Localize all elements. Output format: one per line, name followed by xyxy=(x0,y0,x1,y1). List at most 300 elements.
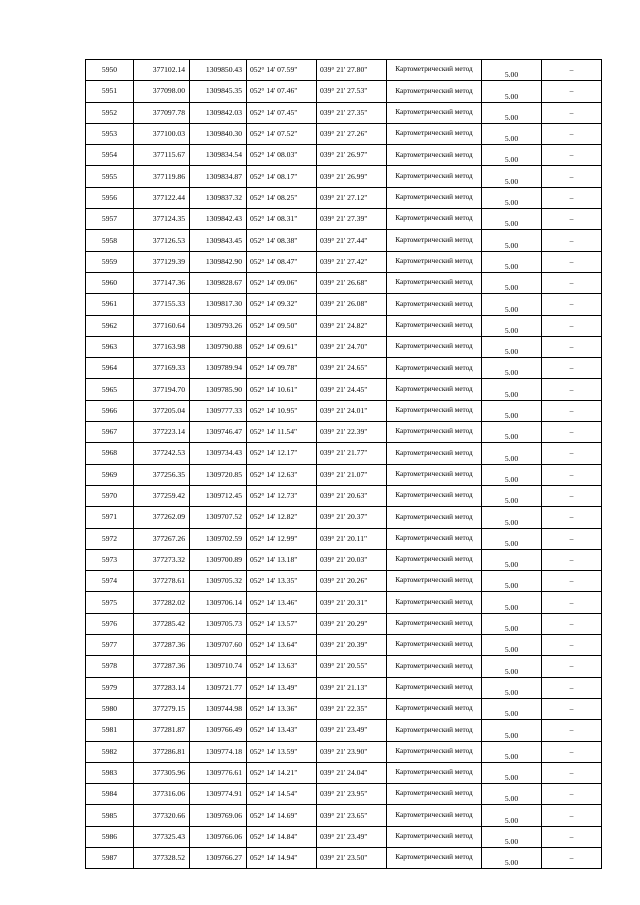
note-cell: – xyxy=(542,549,602,570)
y-coordinate-cell: 1309845.35 xyxy=(190,81,247,102)
method-cell: Картометрический метод xyxy=(387,379,482,400)
table-row xyxy=(86,272,602,293)
point-number-cell: 5965 xyxy=(86,379,134,400)
method-cell: Картометрический метод xyxy=(387,60,482,81)
latitude-cell: 052° 14' 11.54" xyxy=(247,422,317,443)
latitude-cell: 052° 14' 13.59" xyxy=(247,741,317,762)
note-cell: – xyxy=(542,784,602,805)
note-cell: – xyxy=(542,677,602,698)
note-cell: – xyxy=(542,166,602,187)
longitude-cell: 039° 21' 20.63" xyxy=(317,485,387,506)
longitude-cell: 039° 21' 20.37" xyxy=(317,507,387,528)
method-cell: Картометрический метод xyxy=(387,592,482,613)
longitude-cell: 039° 21' 22.35" xyxy=(317,698,387,719)
x-coordinate-cell: 377147.36 xyxy=(134,272,190,293)
longitude-cell: 039° 21' 23.90" xyxy=(317,741,387,762)
x-coordinate-cell: 377267.26 xyxy=(134,528,190,549)
accuracy-cell: 5.00 xyxy=(482,826,542,847)
method-cell: Картометрический метод xyxy=(387,336,482,357)
x-coordinate-cell: 377155.33 xyxy=(134,294,190,315)
longitude-cell: 039° 21' 24.65" xyxy=(317,358,387,379)
point-number-cell: 5977 xyxy=(86,635,134,656)
latitude-cell: 052° 14' 09.78" xyxy=(247,358,317,379)
point-number-cell: 5982 xyxy=(86,741,134,762)
x-coordinate-cell: 377126.53 xyxy=(134,230,190,251)
point-number-cell: 5956 xyxy=(86,187,134,208)
accuracy-cell: 5.00 xyxy=(482,166,542,187)
table-row xyxy=(86,400,602,421)
note-cell: – xyxy=(542,315,602,336)
accuracy-cell: 5.00 xyxy=(482,230,542,251)
point-number-cell: 5984 xyxy=(86,784,134,805)
y-coordinate-cell: 1309817.30 xyxy=(190,294,247,315)
accuracy-cell: 5.00 xyxy=(482,60,542,81)
point-number-cell: 5967 xyxy=(86,422,134,443)
point-number-cell: 5957 xyxy=(86,209,134,230)
accuracy-cell: 5.00 xyxy=(482,251,542,272)
latitude-cell: 052° 14' 07.59" xyxy=(247,60,317,81)
y-coordinate-cell: 1309705.73 xyxy=(190,613,247,634)
accuracy-cell: 5.00 xyxy=(482,315,542,336)
y-coordinate-cell: 1309785.90 xyxy=(190,379,247,400)
method-cell: Картометрический метод xyxy=(387,549,482,570)
longitude-cell: 039° 21' 26.68" xyxy=(317,272,387,293)
x-coordinate-cell: 377285.42 xyxy=(134,613,190,634)
latitude-cell: 052° 14' 08.17" xyxy=(247,166,317,187)
longitude-cell: 039° 21' 27.35" xyxy=(317,102,387,123)
point-number-cell: 5963 xyxy=(86,336,134,357)
y-coordinate-cell: 1309702.59 xyxy=(190,528,247,549)
latitude-cell: 052° 14' 12.99" xyxy=(247,528,317,549)
table-row xyxy=(86,592,602,613)
table-row xyxy=(86,762,602,783)
note-cell: – xyxy=(542,272,602,293)
point-number-cell: 5962 xyxy=(86,315,134,336)
note-cell: – xyxy=(542,251,602,272)
note-cell: – xyxy=(542,698,602,719)
longitude-cell: 039° 21' 27.39" xyxy=(317,209,387,230)
longitude-cell: 039° 21' 23.95" xyxy=(317,784,387,805)
longitude-cell: 039° 21' 24.04" xyxy=(317,762,387,783)
note-cell: – xyxy=(542,358,602,379)
table-row xyxy=(86,656,602,677)
x-coordinate-cell: 377273.32 xyxy=(134,549,190,570)
y-coordinate-cell: 1309769.06 xyxy=(190,805,247,826)
method-cell: Картометрический метод xyxy=(387,443,482,464)
y-coordinate-cell: 1309789.94 xyxy=(190,358,247,379)
coordinates-table xyxy=(85,59,602,869)
accuracy-cell: 5.00 xyxy=(482,187,542,208)
accuracy-cell: 5.00 xyxy=(482,613,542,634)
table-row xyxy=(86,81,602,102)
method-cell: Картометрический метод xyxy=(387,81,482,102)
accuracy-cell: 5.00 xyxy=(482,720,542,741)
y-coordinate-cell: 1309842.90 xyxy=(190,251,247,272)
latitude-cell: 052° 14' 13.63" xyxy=(247,656,317,677)
method-cell: Картометрический метод xyxy=(387,847,482,868)
note-cell: – xyxy=(542,592,602,613)
method-cell: Картометрический метод xyxy=(387,187,482,208)
method-cell: Картометрический метод xyxy=(387,698,482,719)
y-coordinate-cell: 1309707.60 xyxy=(190,635,247,656)
point-number-cell: 5955 xyxy=(86,166,134,187)
latitude-cell: 052° 14' 10.61" xyxy=(247,379,317,400)
y-coordinate-cell: 1309734.43 xyxy=(190,443,247,464)
table-row xyxy=(86,571,602,592)
table-row xyxy=(86,464,602,485)
accuracy-cell: 5.00 xyxy=(482,358,542,379)
table-row xyxy=(86,60,602,81)
method-cell: Картометрический метод xyxy=(387,145,482,166)
x-coordinate-cell: 377160.64 xyxy=(134,315,190,336)
longitude-cell: 039° 21' 20.11" xyxy=(317,528,387,549)
accuracy-cell: 5.00 xyxy=(482,485,542,506)
point-number-cell: 5961 xyxy=(86,294,134,315)
longitude-cell: 039° 21' 26.99" xyxy=(317,166,387,187)
method-cell: Картометрический метод xyxy=(387,656,482,677)
point-number-cell: 5979 xyxy=(86,677,134,698)
method-cell: Картометрический метод xyxy=(387,784,482,805)
method-cell: Картометрический метод xyxy=(387,422,482,443)
table-row xyxy=(86,251,602,272)
latitude-cell: 052° 14' 07.46" xyxy=(247,81,317,102)
longitude-cell: 039° 21' 20.29" xyxy=(317,613,387,634)
x-coordinate-cell: 377124.35 xyxy=(134,209,190,230)
note-cell: – xyxy=(542,741,602,762)
accuracy-cell: 5.00 xyxy=(482,443,542,464)
method-cell: Картометрический метод xyxy=(387,400,482,421)
longitude-cell: 039° 21' 21.13" xyxy=(317,677,387,698)
y-coordinate-cell: 1309843.45 xyxy=(190,230,247,251)
point-number-cell: 5985 xyxy=(86,805,134,826)
latitude-cell: 052° 14' 13.64" xyxy=(247,635,317,656)
longitude-cell: 039° 21' 26.08" xyxy=(317,294,387,315)
accuracy-cell: 5.00 xyxy=(482,400,542,421)
point-number-cell: 5987 xyxy=(86,847,134,868)
x-coordinate-cell: 377223.14 xyxy=(134,422,190,443)
table-row xyxy=(86,379,602,400)
note-cell: – xyxy=(542,805,602,826)
y-coordinate-cell: 1309705.32 xyxy=(190,571,247,592)
note-cell: – xyxy=(542,145,602,166)
longitude-cell: 039° 21' 24.82" xyxy=(317,315,387,336)
longitude-cell: 039° 21' 22.39" xyxy=(317,422,387,443)
point-number-cell: 5968 xyxy=(86,443,134,464)
y-coordinate-cell: 1309706.14 xyxy=(190,592,247,613)
note-cell: – xyxy=(542,123,602,144)
longitude-cell: 039° 21' 20.26" xyxy=(317,571,387,592)
table-row xyxy=(86,805,602,826)
accuracy-cell: 5.00 xyxy=(482,847,542,868)
point-number-cell: 5978 xyxy=(86,656,134,677)
method-cell: Картометрический метод xyxy=(387,272,482,293)
table-row xyxy=(86,485,602,506)
point-number-cell: 5973 xyxy=(86,549,134,570)
longitude-cell: 039° 21' 24.70" xyxy=(317,336,387,357)
x-coordinate-cell: 377286.81 xyxy=(134,741,190,762)
latitude-cell: 052° 14' 13.57" xyxy=(247,613,317,634)
accuracy-cell: 5.00 xyxy=(482,507,542,528)
point-number-cell: 5971 xyxy=(86,507,134,528)
table-row xyxy=(86,336,602,357)
y-coordinate-cell: 1309766.06 xyxy=(190,826,247,847)
longitude-cell: 039° 21' 20.03" xyxy=(317,549,387,570)
table-row xyxy=(86,677,602,698)
point-number-cell: 5972 xyxy=(86,528,134,549)
y-coordinate-cell: 1309834.87 xyxy=(190,166,247,187)
y-coordinate-cell: 1309766.49 xyxy=(190,720,247,741)
x-coordinate-cell: 377325.43 xyxy=(134,826,190,847)
note-cell: – xyxy=(542,847,602,868)
latitude-cell: 052° 14' 13.49" xyxy=(247,677,317,698)
x-coordinate-cell: 377129.39 xyxy=(134,251,190,272)
longitude-cell: 039° 21' 23.65" xyxy=(317,805,387,826)
latitude-cell: 052° 14' 09.06" xyxy=(247,272,317,293)
table-row xyxy=(86,187,602,208)
y-coordinate-cell: 1309790.88 xyxy=(190,336,247,357)
y-coordinate-cell: 1309776.61 xyxy=(190,762,247,783)
table-row xyxy=(86,230,602,251)
x-coordinate-cell: 377163.98 xyxy=(134,336,190,357)
method-cell: Картометрический метод xyxy=(387,677,482,698)
method-cell: Картометрический метод xyxy=(387,635,482,656)
accuracy-cell: 5.00 xyxy=(482,571,542,592)
point-number-cell: 5974 xyxy=(86,571,134,592)
method-cell: Картометрический метод xyxy=(387,805,482,826)
longitude-cell: 039° 21' 20.55" xyxy=(317,656,387,677)
latitude-cell: 052° 14' 09.61" xyxy=(247,336,317,357)
x-coordinate-cell: 377283.14 xyxy=(134,677,190,698)
accuracy-cell: 5.00 xyxy=(482,528,542,549)
point-number-cell: 5966 xyxy=(86,400,134,421)
method-cell: Картометрический метод xyxy=(387,720,482,741)
y-coordinate-cell: 1309766.27 xyxy=(190,847,247,868)
note-cell: – xyxy=(542,507,602,528)
table-row xyxy=(86,613,602,634)
note-cell: – xyxy=(542,336,602,357)
latitude-cell: 052° 14' 09.32" xyxy=(247,294,317,315)
accuracy-cell: 5.00 xyxy=(482,336,542,357)
latitude-cell: 052° 14' 12.73" xyxy=(247,485,317,506)
x-coordinate-cell: 377279.15 xyxy=(134,698,190,719)
table-row xyxy=(86,847,602,868)
latitude-cell: 052° 14' 08.03" xyxy=(247,145,317,166)
y-coordinate-cell: 1309850.43 xyxy=(190,60,247,81)
x-coordinate-cell: 377102.14 xyxy=(134,60,190,81)
method-cell: Картометрический метод xyxy=(387,571,482,592)
note-cell: – xyxy=(542,379,602,400)
note-cell: – xyxy=(542,571,602,592)
x-coordinate-cell: 377262.09 xyxy=(134,507,190,528)
x-coordinate-cell: 377287.36 xyxy=(134,635,190,656)
longitude-cell: 039° 21' 23.49" xyxy=(317,720,387,741)
x-coordinate-cell: 377256.35 xyxy=(134,464,190,485)
accuracy-cell: 5.00 xyxy=(482,741,542,762)
latitude-cell: 052° 14' 12.82" xyxy=(247,507,317,528)
latitude-cell: 052° 14' 10.95" xyxy=(247,400,317,421)
latitude-cell: 052° 14' 14.94" xyxy=(247,847,317,868)
x-coordinate-cell: 377316.06 xyxy=(134,784,190,805)
accuracy-cell: 5.00 xyxy=(482,379,542,400)
table-row xyxy=(86,635,602,656)
method-cell: Картометрический метод xyxy=(387,209,482,230)
method-cell: Картометрический метод xyxy=(387,507,482,528)
note-cell: – xyxy=(542,443,602,464)
x-coordinate-cell: 377320.66 xyxy=(134,805,190,826)
table-row xyxy=(86,209,602,230)
x-coordinate-cell: 377098.00 xyxy=(134,81,190,102)
point-number-cell: 5954 xyxy=(86,145,134,166)
y-coordinate-cell: 1309774.18 xyxy=(190,741,247,762)
latitude-cell: 052° 14' 13.46" xyxy=(247,592,317,613)
accuracy-cell: 5.00 xyxy=(482,784,542,805)
note-cell: – xyxy=(542,102,602,123)
table-row xyxy=(86,123,602,144)
y-coordinate-cell: 1309707.52 xyxy=(190,507,247,528)
note-cell: – xyxy=(542,720,602,741)
x-coordinate-cell: 377119.86 xyxy=(134,166,190,187)
latitude-cell: 052° 14' 13.43" xyxy=(247,720,317,741)
table-row xyxy=(86,549,602,570)
point-number-cell: 5975 xyxy=(86,592,134,613)
y-coordinate-cell: 1309777.33 xyxy=(190,400,247,421)
point-number-cell: 5986 xyxy=(86,826,134,847)
table-row xyxy=(86,102,602,123)
longitude-cell: 039° 21' 27.42" xyxy=(317,251,387,272)
point-number-cell: 5980 xyxy=(86,698,134,719)
longitude-cell: 039° 21' 27.44" xyxy=(317,230,387,251)
note-cell: – xyxy=(542,464,602,485)
longitude-cell: 039° 21' 27.26" xyxy=(317,123,387,144)
longitude-cell: 039° 21' 20.31" xyxy=(317,592,387,613)
table-row xyxy=(86,741,602,762)
y-coordinate-cell: 1309842.03 xyxy=(190,102,247,123)
point-number-cell: 5964 xyxy=(86,358,134,379)
point-number-cell: 5969 xyxy=(86,464,134,485)
table-row xyxy=(86,443,602,464)
accuracy-cell: 5.00 xyxy=(482,805,542,826)
latitude-cell: 052° 14' 09.50" xyxy=(247,315,317,336)
point-number-cell: 5951 xyxy=(86,81,134,102)
point-number-cell: 5981 xyxy=(86,720,134,741)
method-cell: Картометрический метод xyxy=(387,485,482,506)
point-number-cell: 5952 xyxy=(86,102,134,123)
longitude-cell: 039° 21' 21.07" xyxy=(317,464,387,485)
accuracy-cell: 5.00 xyxy=(482,677,542,698)
x-coordinate-cell: 377122.44 xyxy=(134,187,190,208)
latitude-cell: 052° 14' 07.45" xyxy=(247,102,317,123)
longitude-cell: 039° 21' 20.39" xyxy=(317,635,387,656)
accuracy-cell: 5.00 xyxy=(482,294,542,315)
y-coordinate-cell: 1309720.85 xyxy=(190,464,247,485)
longitude-cell: 039° 21' 24.45" xyxy=(317,379,387,400)
latitude-cell: 052° 14' 14.69" xyxy=(247,805,317,826)
longitude-cell: 039° 21' 27.12" xyxy=(317,187,387,208)
note-cell: – xyxy=(542,422,602,443)
y-coordinate-cell: 1309746.47 xyxy=(190,422,247,443)
table-row xyxy=(86,698,602,719)
table-row xyxy=(86,145,602,166)
latitude-cell: 052° 14' 08.25" xyxy=(247,187,317,208)
table-body xyxy=(86,60,602,869)
point-number-cell: 5950 xyxy=(86,60,134,81)
y-coordinate-cell: 1309700.89 xyxy=(190,549,247,570)
y-coordinate-cell: 1309840.30 xyxy=(190,123,247,144)
y-coordinate-cell: 1309828.67 xyxy=(190,272,247,293)
accuracy-cell: 5.00 xyxy=(482,549,542,570)
method-cell: Картометрический метод xyxy=(387,762,482,783)
table-row xyxy=(86,422,602,443)
x-coordinate-cell: 377205.04 xyxy=(134,400,190,421)
table-row xyxy=(86,315,602,336)
accuracy-cell: 5.00 xyxy=(482,209,542,230)
method-cell: Картометрический метод xyxy=(387,464,482,485)
latitude-cell: 052° 14' 08.38" xyxy=(247,230,317,251)
x-coordinate-cell: 377097.78 xyxy=(134,102,190,123)
table-row xyxy=(86,294,602,315)
table-row xyxy=(86,166,602,187)
note-cell: – xyxy=(542,656,602,677)
y-coordinate-cell: 1309774.91 xyxy=(190,784,247,805)
latitude-cell: 052° 14' 14.21" xyxy=(247,762,317,783)
point-number-cell: 5953 xyxy=(86,123,134,144)
point-number-cell: 5960 xyxy=(86,272,134,293)
document-page xyxy=(85,59,601,869)
latitude-cell: 052° 14' 12.17" xyxy=(247,443,317,464)
x-coordinate-cell: 377281.87 xyxy=(134,720,190,741)
method-cell: Картометрический метод xyxy=(387,741,482,762)
method-cell: Картометрический метод xyxy=(387,102,482,123)
x-coordinate-cell: 377115.67 xyxy=(134,145,190,166)
table-row xyxy=(86,507,602,528)
table-row xyxy=(86,720,602,741)
table-row xyxy=(86,358,602,379)
method-cell: Картометрический метод xyxy=(387,315,482,336)
longitude-cell: 039° 21' 24.01" xyxy=(317,400,387,421)
y-coordinate-cell: 1309721.77 xyxy=(190,677,247,698)
latitude-cell: 052° 14' 08.31" xyxy=(247,209,317,230)
latitude-cell: 052° 14' 14.54" xyxy=(247,784,317,805)
accuracy-cell: 5.00 xyxy=(482,422,542,443)
note-cell: – xyxy=(542,826,602,847)
table-row xyxy=(86,528,602,549)
x-coordinate-cell: 377259.42 xyxy=(134,485,190,506)
accuracy-cell: 5.00 xyxy=(482,592,542,613)
y-coordinate-cell: 1309710.74 xyxy=(190,656,247,677)
longitude-cell: 039° 21' 26.97" xyxy=(317,145,387,166)
x-coordinate-cell: 377169.33 xyxy=(134,358,190,379)
method-cell: Картометрический метод xyxy=(387,826,482,847)
latitude-cell: 052° 14' 07.52" xyxy=(247,123,317,144)
x-coordinate-cell: 377194.70 xyxy=(134,379,190,400)
note-cell: – xyxy=(542,209,602,230)
method-cell: Картометрический метод xyxy=(387,230,482,251)
latitude-cell: 052° 14' 13.18" xyxy=(247,549,317,570)
x-coordinate-cell: 377305.96 xyxy=(134,762,190,783)
note-cell: – xyxy=(542,294,602,315)
point-number-cell: 5959 xyxy=(86,251,134,272)
note-cell: – xyxy=(542,60,602,81)
point-number-cell: 5970 xyxy=(86,485,134,506)
longitude-cell: 039° 21' 27.80" xyxy=(317,60,387,81)
method-cell: Картометрический метод xyxy=(387,294,482,315)
accuracy-cell: 5.00 xyxy=(482,145,542,166)
longitude-cell: 039° 21' 23.49" xyxy=(317,826,387,847)
method-cell: Картометрический метод xyxy=(387,613,482,634)
table-row xyxy=(86,826,602,847)
note-cell: – xyxy=(542,635,602,656)
note-cell: – xyxy=(542,762,602,783)
